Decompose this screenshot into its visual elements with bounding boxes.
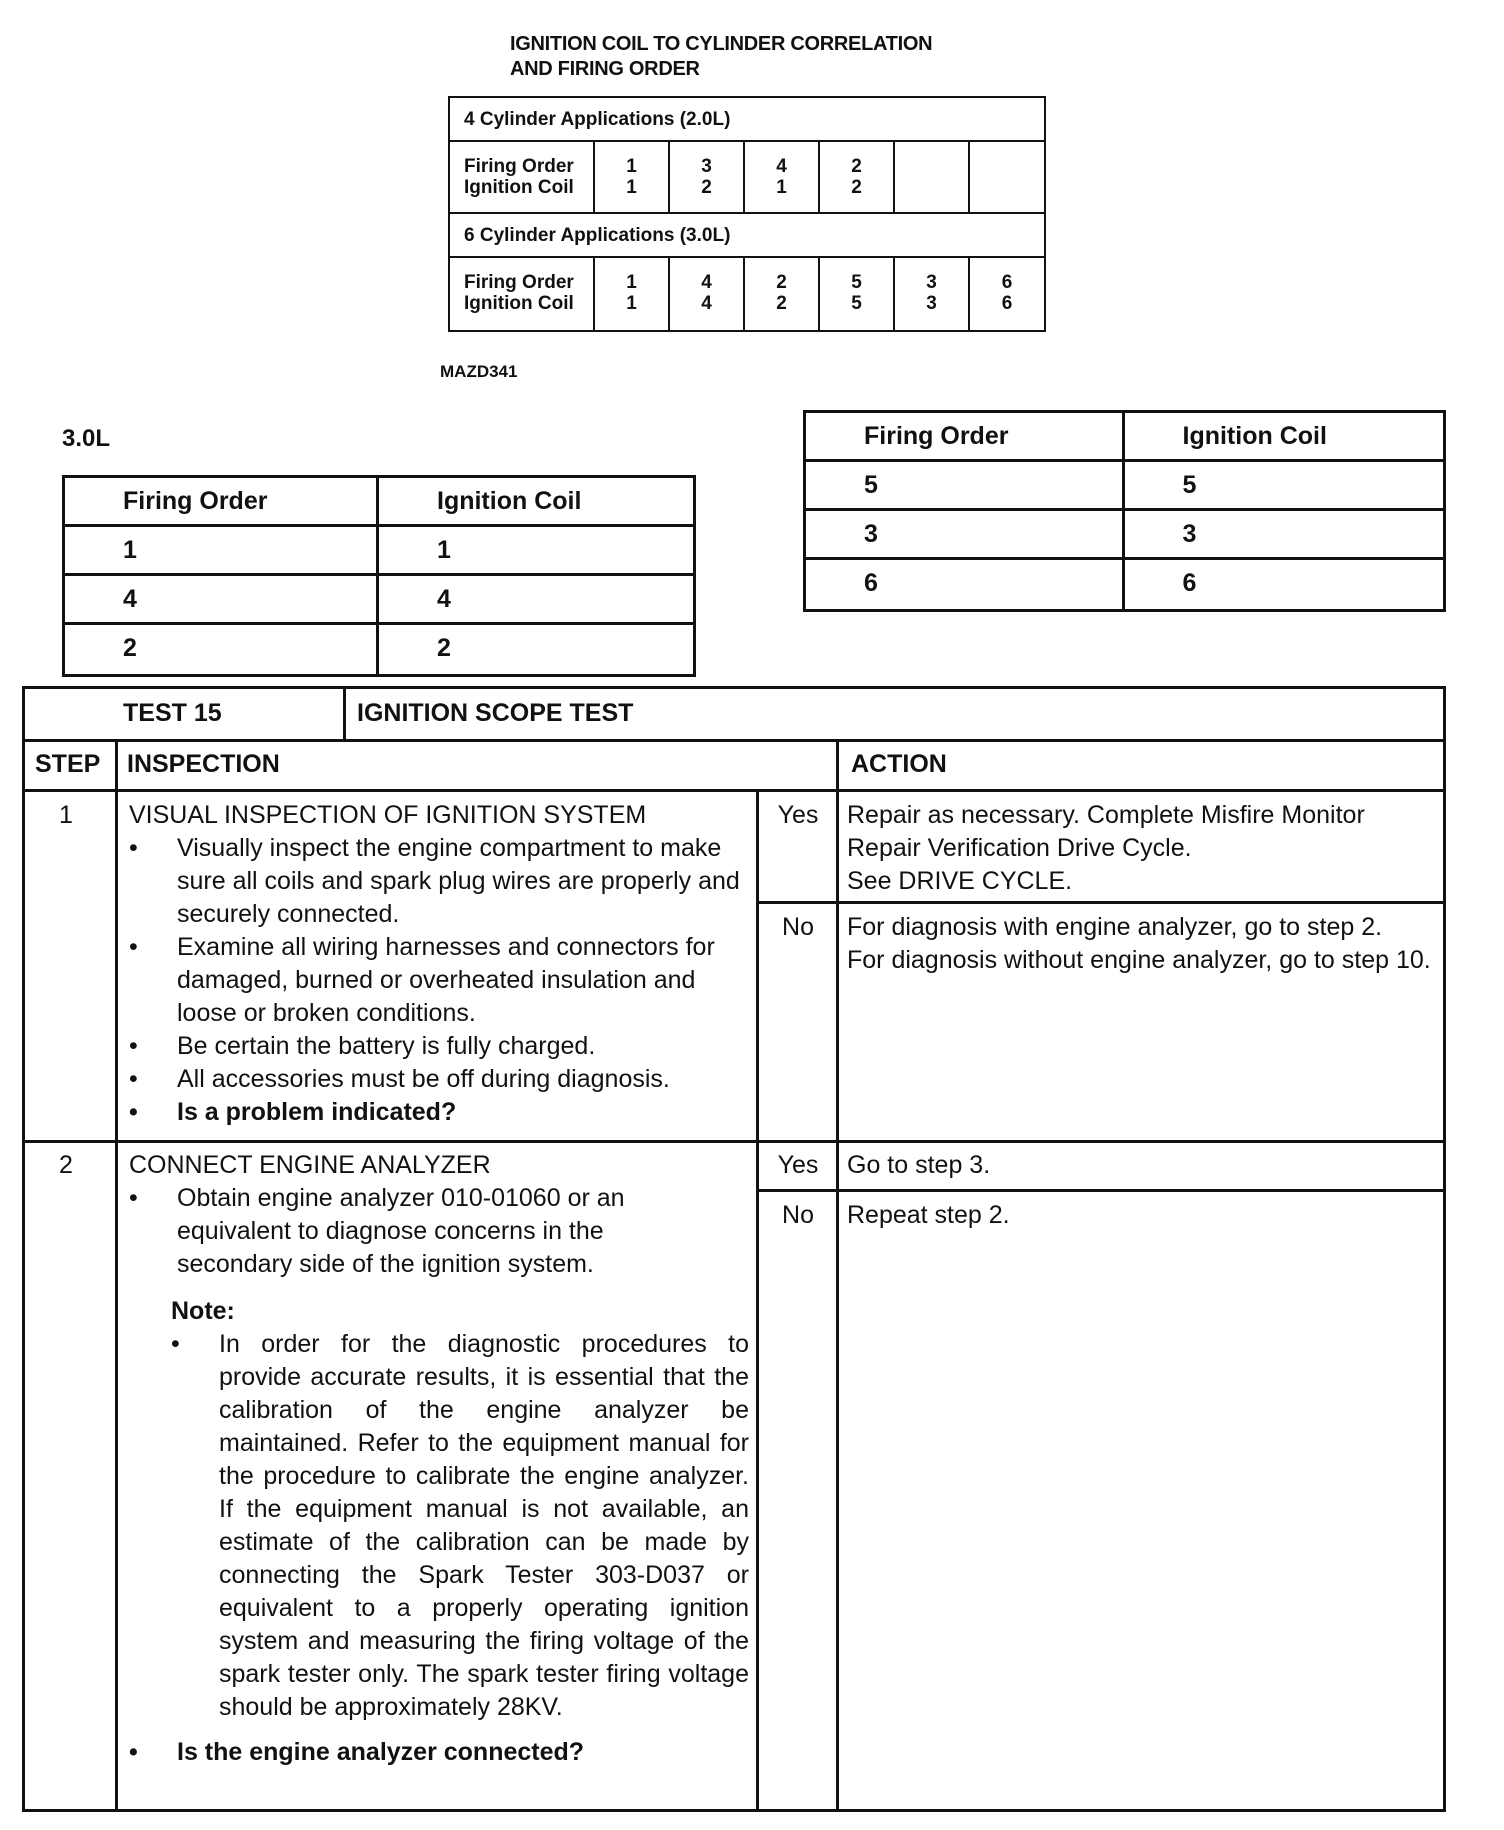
divider bbox=[836, 739, 839, 1812]
header-ignition-coil: Ignition Coil bbox=[437, 487, 582, 515]
firing-value: 4 bbox=[701, 272, 712, 293]
header-firing-order: Firing Order bbox=[806, 413, 1125, 459]
firing-order-cell: 2 bbox=[65, 625, 379, 674]
cylinder-cell bbox=[670, 142, 745, 212]
table-row bbox=[806, 511, 1443, 560]
divider bbox=[25, 789, 1443, 792]
cylinder-cell bbox=[595, 258, 670, 330]
firing-order-cell: 5 bbox=[806, 462, 1125, 508]
action-text: Repair as necessary. Complete Misfire Monitor Repair Verification Drive Cycle. bbox=[847, 801, 1365, 862]
coil-value: 2 bbox=[701, 177, 712, 198]
divider bbox=[756, 901, 1443, 904]
divider bbox=[756, 789, 759, 1812]
ignition-coil-cell: 5 bbox=[1182, 471, 1197, 499]
coil-value: 1 bbox=[626, 177, 637, 198]
step-heading: CONNECT ENGINE ANALYZER bbox=[129, 1151, 491, 1179]
divider bbox=[343, 689, 346, 739]
bullet-text: Be certain the battery is fully charged. bbox=[177, 1032, 596, 1060]
engine-label: 3.0L bbox=[62, 425, 111, 452]
column-header-inspection: INSPECTION bbox=[127, 750, 280, 778]
cylinder-cell bbox=[970, 142, 1044, 212]
row-labels bbox=[450, 142, 595, 212]
bullet-icon: • bbox=[129, 1184, 138, 1212]
test-number: TEST 15 bbox=[123, 699, 222, 727]
table-row bbox=[65, 625, 693, 674]
cylinder-cell bbox=[820, 142, 895, 212]
ignition-coil-cell: 4 bbox=[437, 585, 451, 613]
row-labels bbox=[450, 258, 595, 330]
step-inspection bbox=[129, 799, 749, 1129]
divider bbox=[25, 1140, 1443, 1143]
note-text: In order for the diagnostic procedures to provide accurate results, it is essential that the calibration of the engine analyzer be maintained. Refer to the equipment manual for the procedure to calibrate the engine analyzer. If the equipment manual is not available, an estimate of the calibration can be made by connecting the Spark Tester 303-D037 or equivalent to a properly operating ignition system and measuring the firing voltage of the spark tester only. The spark tester firing voltage should be approximately 28KV. bbox=[219, 1330, 749, 1721]
action-link-drive-cycle[interactable]: See DRIVE CYCLE. bbox=[847, 867, 1073, 895]
values-row-6cyl bbox=[450, 258, 1044, 330]
cylinder-cell bbox=[595, 142, 670, 212]
firing-order-cell: 4 bbox=[65, 576, 379, 622]
label-firing-order: Firing Order bbox=[464, 272, 574, 293]
section-heading-6cyl: 6 Cylinder Applications (3.0L) bbox=[450, 214, 1044, 258]
table-row bbox=[806, 560, 1443, 609]
firing-value: 2 bbox=[851, 156, 862, 177]
test-name: IGNITION SCOPE TEST bbox=[357, 699, 634, 727]
column-header-step: STEP bbox=[35, 750, 101, 778]
bullet-icon: • bbox=[129, 1738, 138, 1766]
header-firing-order: Firing Order bbox=[65, 478, 379, 524]
coil-value: 4 bbox=[701, 293, 712, 314]
firing-order-cell: 6 bbox=[806, 560, 1125, 609]
firing-value: 2 bbox=[776, 272, 787, 293]
cylinder-cell bbox=[895, 142, 970, 212]
cylinder-cell bbox=[745, 258, 820, 330]
label-firing-order: Firing Order bbox=[464, 156, 574, 177]
label-ignition-coil: Ignition Coil bbox=[464, 293, 574, 314]
inspection-bullet bbox=[129, 931, 749, 1030]
firing-value: 1 bbox=[626, 156, 637, 177]
bullet-text: Visually inspect the engine compartment to make sure all coils and spark plug wires are properly and securely connected. bbox=[177, 834, 740, 928]
answer-no-label: No bbox=[782, 1201, 814, 1229]
firing-order-cell: 1 bbox=[65, 527, 379, 573]
question-text: Is the engine analyzer connected? bbox=[177, 1738, 585, 1766]
firing-value: 4 bbox=[776, 156, 787, 177]
coil-value: 5 bbox=[851, 293, 862, 314]
firing-value: 3 bbox=[701, 156, 712, 177]
header-ignition-coil: Ignition Coil bbox=[1182, 422, 1327, 450]
figure-title-line-1: IGNITION COIL TO CYLINDER CORRELATION bbox=[510, 33, 933, 55]
figure-id: MAZD341 bbox=[440, 362, 518, 381]
step-number: 2 bbox=[59, 1151, 73, 1179]
table-row bbox=[806, 462, 1443, 511]
table-row bbox=[65, 527, 693, 576]
correlation-table bbox=[448, 96, 1046, 332]
firing-table-right bbox=[803, 410, 1446, 612]
bullet-icon: • bbox=[129, 834, 138, 862]
divider bbox=[25, 739, 1443, 742]
section-heading-4cyl: 4 Cylinder Applications (2.0L) bbox=[450, 98, 1044, 142]
coil-value: 2 bbox=[851, 177, 862, 198]
note-bullet bbox=[171, 1328, 749, 1724]
figure-title bbox=[510, 32, 932, 82]
table-header-row bbox=[65, 478, 693, 527]
figure-title-line-2: AND FIRING ORDER bbox=[510, 58, 700, 80]
cylinder-cell bbox=[820, 258, 895, 330]
firing-table-left bbox=[62, 475, 696, 677]
inspection-question bbox=[129, 1096, 749, 1129]
firing-value: 6 bbox=[1001, 272, 1013, 293]
answer-yes-label: Yes bbox=[777, 801, 819, 829]
firing-value: 3 bbox=[926, 272, 937, 293]
step-heading: VISUAL INSPECTION OF IGNITION SYSTEM bbox=[129, 801, 647, 829]
inspection-bullet bbox=[129, 1063, 749, 1096]
bullet-icon: • bbox=[129, 933, 138, 961]
cylinder-cell bbox=[895, 258, 970, 330]
coil-value: 3 bbox=[926, 293, 937, 314]
table-row bbox=[65, 576, 693, 625]
answer-yes-label: Yes bbox=[777, 1151, 819, 1179]
ignition-coil-cell: 2 bbox=[437, 634, 451, 662]
step-inspection bbox=[129, 1149, 749, 1769]
divider bbox=[115, 739, 118, 1812]
yes-action: Go to step 3. bbox=[847, 1151, 991, 1179]
bullet-text: Examine all wiring harnesses and connectors for damaged, burned or overheated insulation and loose or broken conditions. bbox=[177, 933, 715, 1027]
cylinder-cell bbox=[670, 258, 745, 330]
coil-value: 1 bbox=[776, 177, 787, 198]
bullet-icon: • bbox=[171, 1330, 180, 1358]
divider bbox=[756, 1189, 1443, 1192]
cylinder-cell bbox=[970, 258, 1044, 330]
ignition-coil-cell: 3 bbox=[1182, 520, 1197, 548]
answer-no-label: No bbox=[782, 913, 814, 941]
no-action: Repeat step 2. bbox=[847, 1201, 1010, 1229]
bullet-icon: • bbox=[129, 1032, 138, 1060]
ignition-coil-cell: 1 bbox=[437, 536, 451, 564]
bullet-icon: • bbox=[129, 1098, 138, 1126]
firing-value: 1 bbox=[626, 272, 637, 293]
column-header-action: ACTION bbox=[851, 750, 947, 778]
table-header-row bbox=[806, 413, 1443, 462]
inspection-bullet bbox=[129, 1182, 697, 1281]
bullet-text: Obtain engine analyzer 010-01060 or an equivalent to diagnose concerns in the secondary side of the ignition system. bbox=[177, 1184, 625, 1278]
step-number: 1 bbox=[59, 801, 73, 829]
yes-action bbox=[847, 799, 1437, 898]
test-table bbox=[22, 686, 1446, 1812]
cylinder-cell bbox=[745, 142, 820, 212]
bullet-text: All accessories must be off during diagnosis. bbox=[177, 1065, 670, 1093]
coil-value: 6 bbox=[1001, 293, 1013, 314]
firing-value: 5 bbox=[851, 272, 862, 293]
question-text: Is a problem indicated? bbox=[177, 1098, 457, 1126]
firing-order-cell: 3 bbox=[806, 511, 1125, 557]
coil-value: 1 bbox=[626, 293, 637, 314]
inspection-question bbox=[129, 1736, 749, 1769]
coil-value: 2 bbox=[776, 293, 787, 314]
inspection-bullet bbox=[129, 1030, 749, 1063]
action-text: For diagnosis with engine analyzer, go to step 2. bbox=[847, 913, 1383, 941]
bullet-icon: • bbox=[129, 1065, 138, 1093]
inspection-bullet bbox=[129, 832, 749, 931]
label-ignition-coil: Ignition Coil bbox=[464, 177, 574, 198]
values-row-4cyl bbox=[450, 142, 1044, 214]
note-label: Note: bbox=[171, 1297, 235, 1325]
action-text: For diagnosis without engine analyzer, go to step 10. bbox=[847, 946, 1431, 974]
no-action bbox=[847, 911, 1437, 977]
ignition-coil-cell: 6 bbox=[1182, 569, 1197, 597]
